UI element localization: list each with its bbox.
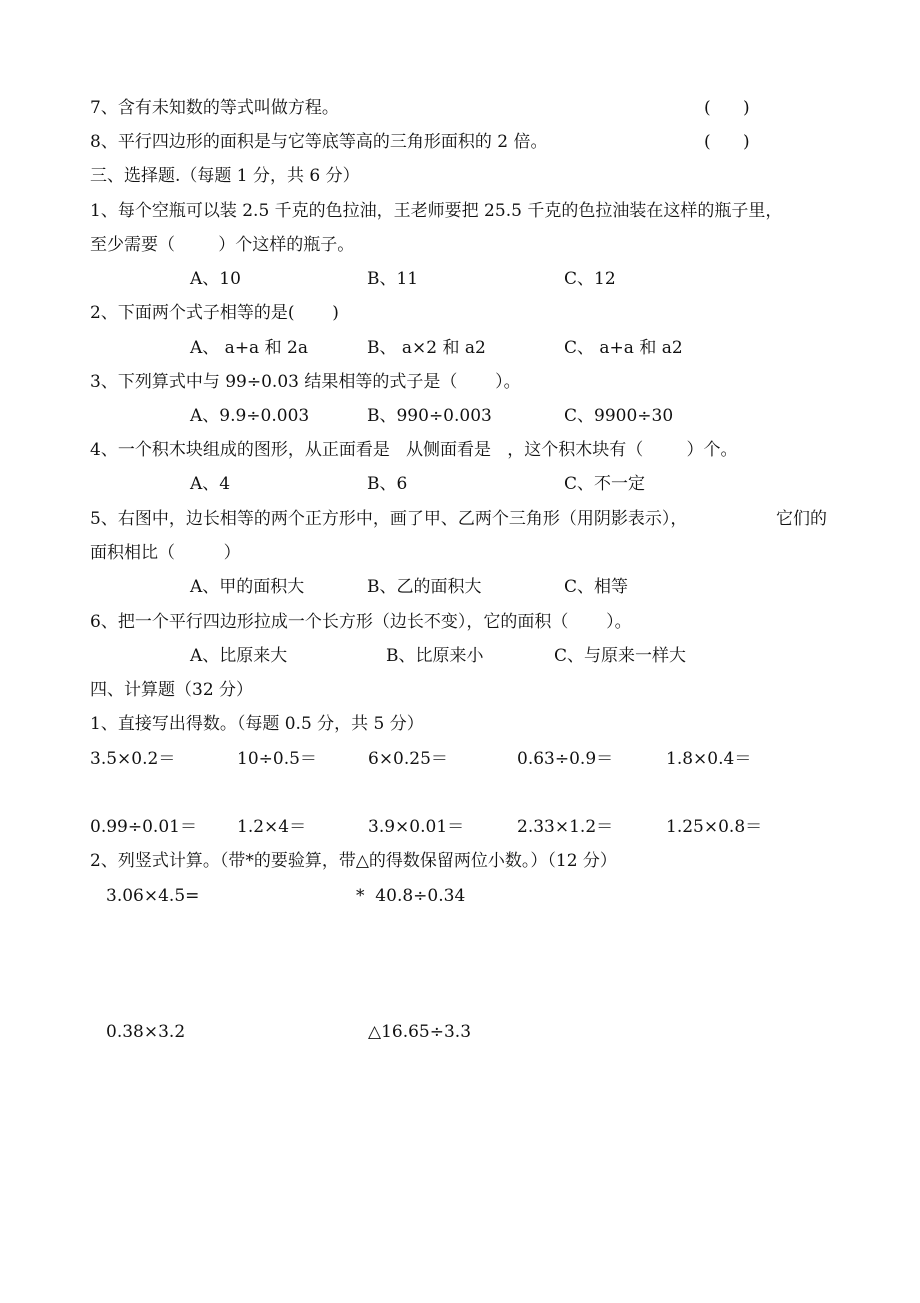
section3-title: 三、选择题.（每题 1 分，共 6 分） — [90, 166, 360, 186]
s3-q3-option-a[interactable]: A、9.9÷0.003 — [190, 406, 310, 426]
q7-text: 7、含有未知数的等式叫做方程。 — [90, 98, 339, 118]
s3-q5-line1: 5、右图中，边长相等的两个正方形中，画了甲、乙两个三角形（用阴影表示）， — [90, 509, 688, 529]
s3-q5-line1-tail: 它们的 — [776, 509, 827, 529]
s3-q2-option-a[interactable]: A、 a+a 和 2a — [190, 338, 308, 358]
q8-answer-blank[interactable]: ( ) — [704, 132, 750, 152]
s4-p2-item-1: 3.06×4.5= — [106, 886, 200, 906]
s3-q4-option-a[interactable]: A、4 — [190, 474, 231, 494]
s3-q6-stem: 6、把一个平行四边形拉成一个长方形（边长不变），它的面积（ ）。 — [90, 612, 632, 632]
s3-q3-stem: 3、下列算式中与 99÷0.03 结果相等的式子是（ ）。 — [90, 372, 521, 392]
s3-q5-option-a[interactable]: A、甲的面积大 — [190, 577, 305, 597]
s4-p2-title: 2、列竖式计算。（带*的要验算，带△的得数保留两位小数。）（12 分） — [90, 851, 617, 871]
s4-p1-r1-item-5: 1.8×0.4＝ — [666, 749, 752, 769]
s4-p1-r2-item-5: 1.25×0.8＝ — [666, 817, 763, 837]
s3-q4-option-b[interactable]: B、6 — [367, 474, 408, 494]
s3-q1-line1: 1、每个空瓶可以装 2.5 千克的色拉油，王老师要把 25.5 千克的色拉油装在这样的瓶子里， — [90, 201, 783, 221]
q7-answer-blank[interactable]: ( ) — [704, 98, 750, 118]
s4-p1-title: 1、直接写出得数。（每题 0.5 分，共 5 分） — [90, 714, 424, 734]
s4-p1-r1-item-2: 10÷0.5＝ — [237, 749, 317, 769]
s3-q1-option-c[interactable]: C、12 — [564, 269, 616, 289]
s4-p2-item-2: * 40.8÷0.34 — [356, 886, 466, 906]
s3-q5-line2: 面积相比（ ） — [90, 543, 241, 563]
s4-p1-r2-item-2: 1.2×4＝ — [237, 817, 307, 837]
s3-q1-option-b[interactable]: B、11 — [367, 269, 419, 289]
s3-q5-option-b[interactable]: B、乙的面积大 — [367, 577, 482, 597]
q8-text: 8、平行四边形的面积是与它等底等高的三角形面积的 2 倍。 — [90, 132, 548, 152]
s4-p2-item-4: △16.65÷3.3 — [368, 1022, 472, 1042]
s3-q6-option-a[interactable]: A、比原来大 — [190, 646, 288, 666]
s3-q2-stem: 2、下面两个式子相等的是( ) — [90, 303, 339, 323]
s4-p1-r1-item-3: 6×0.25＝ — [368, 749, 448, 769]
s3-q4-stem: 4、一个积木块组成的图形，从正面看是 从侧面看是 ，这个积木块有（ ）个。 — [90, 440, 738, 460]
s4-p1-r1-item-4: 0.63÷0.9＝ — [517, 749, 614, 769]
s3-q2-option-c[interactable]: C、 a+a 和 a2 — [564, 338, 683, 358]
s4-p1-r2-item-4: 2.33×1.2＝ — [517, 817, 614, 837]
s3-q5-option-c[interactable]: C、相等 — [564, 577, 629, 597]
s4-p2-item-3: 0.38×3.2 — [106, 1022, 186, 1042]
s4-p1-r1-item-1: 3.5×0.2＝ — [90, 749, 176, 769]
s3-q6-option-c[interactable]: C、与原来一样大 — [554, 646, 687, 666]
s3-q3-option-b[interactable]: B、990÷0.003 — [367, 406, 492, 426]
s3-q1-option-a[interactable]: A、10 — [190, 269, 241, 289]
s3-q1-line2: 至少需要（ ）个这样的瓶子。 — [90, 235, 355, 255]
section4-title: 四、计算题（32 分） — [90, 680, 254, 700]
s3-q4-option-c[interactable]: C、不一定 — [564, 474, 646, 494]
s4-p1-r2-item-3: 3.9×0.01＝ — [368, 817, 465, 837]
s3-q6-option-b[interactable]: B、比原来小 — [386, 646, 484, 666]
s3-q2-option-b[interactable]: B、 a×2 和 a2 — [367, 338, 486, 358]
s4-p1-r2-item-1: 0.99÷0.01＝ — [90, 817, 197, 837]
s3-q3-option-c[interactable]: C、9900÷30 — [564, 406, 674, 426]
